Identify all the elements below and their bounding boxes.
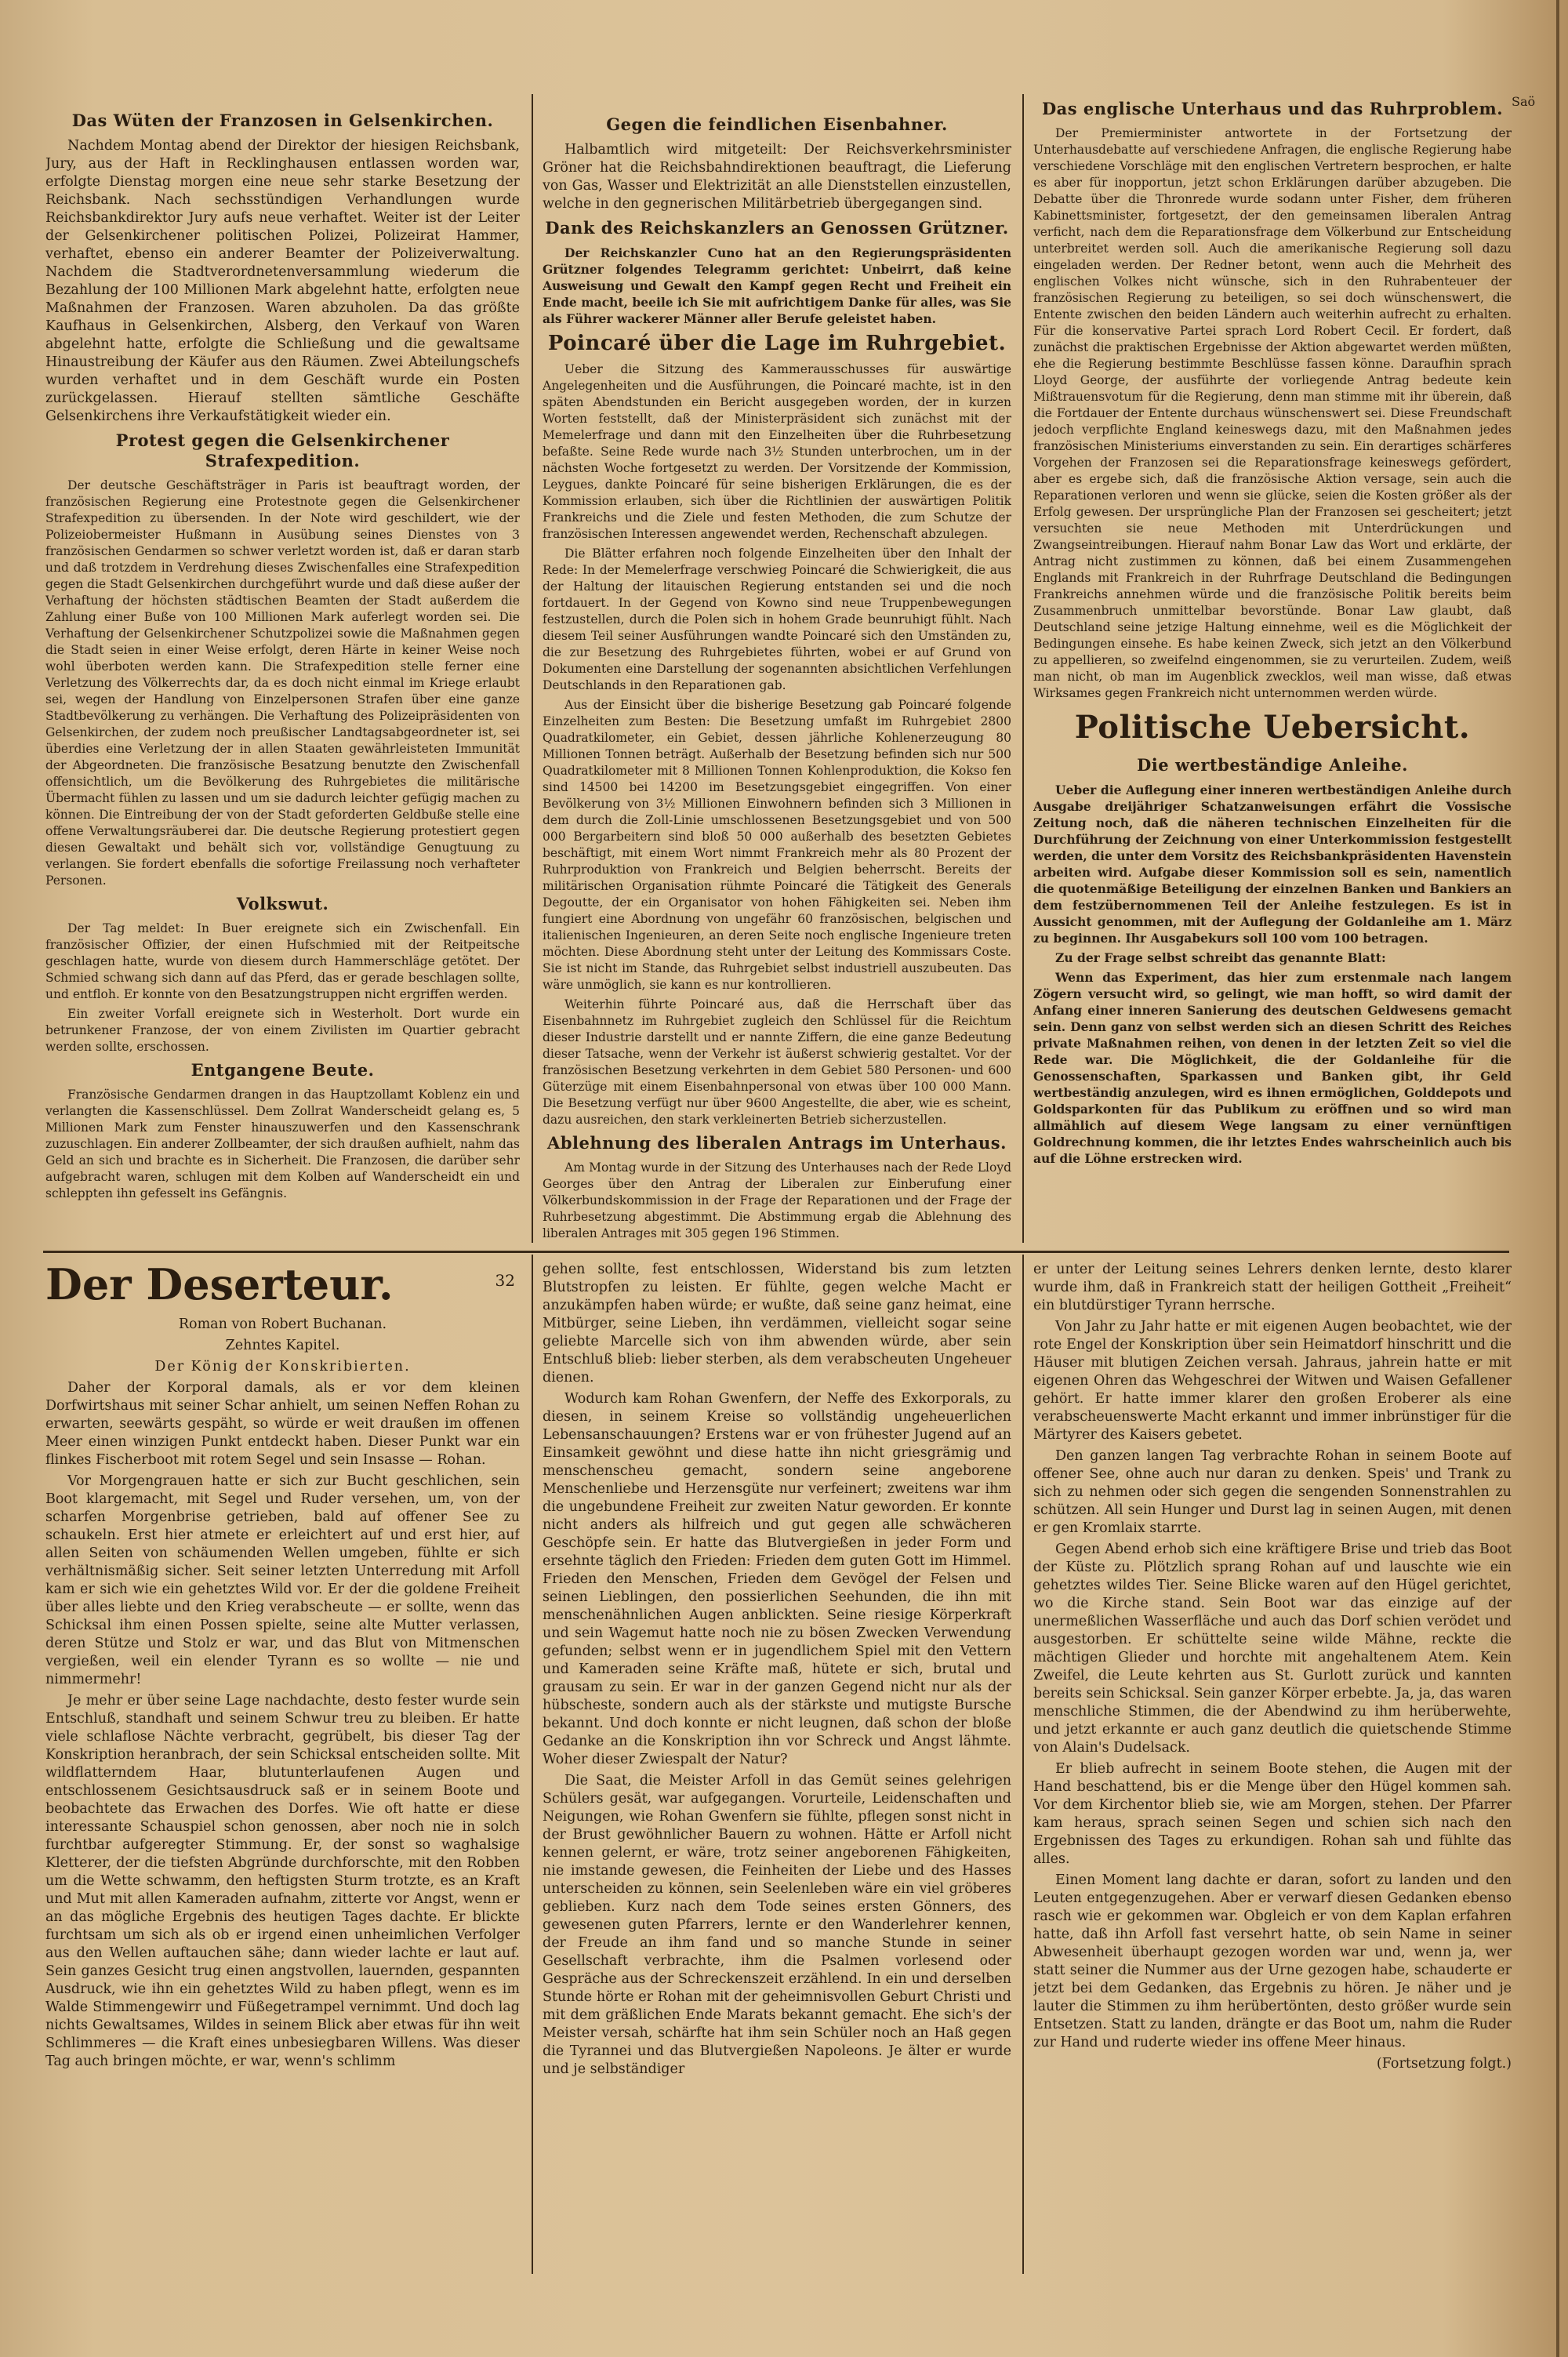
article-text: Der Reichskanzler Cuno hat an den Regierungspräsidenten Grützner folgendes Telegramm gerichtet: Unbeirrt, daß keine Ausweisung und Gewalt den Kampf gegen Recht und Freiheit ein Ende macht, beeile ich Sie mit aufrichtigem Danke für alles, was Sie als Führer wackerer Männer aller Berufe geleistet haben. — [543, 245, 1011, 326]
article-text: Zu der Frage selbst schreibt das genannte Blatt: — [1055, 950, 1386, 965]
serial-title: Der Deserteur. — [45, 1261, 394, 1309]
serial-text: Einen Moment lang dachte er daran, sofort zu landen und den Leuten entgegenzugehen. Aber er verwarf diesen Gedanken ebenso rasch wie er gekommen war. Obgleich er von dem Kaplan erfahren hatte, daß ihn Arfoll fast versehrt hatte, ob sein Name in seiner Abwesenheit überhaupt gezogen worden war und, wenn ja, wer statt seiner die Nummer aus der Urne gezogen habe, schauderte er jetzt bei dem Gedanken, das Ergebnis zu hören. Je näher und je lauter die Stimmen zu ihm herübertönten, desto größer wurde sein Entsetzen. Statt zu landen, drängte er das Boot um, nahm die Ruder zur Hand und ruderte wieder ins offene Meer hinaus. — [1033, 1872, 1512, 2050]
serial-column-3 — [1033, 1261, 1512, 2272]
headline: Das Wüten der Franzosen in Gelsenkirchen. — [71, 111, 494, 130]
article-text: Wenn das Experiment, das hier zum erstenmale nach langem Zögern versucht wird, so gelingt, wie man hofft, so wird damit der Anfang einer inneren Sanierung des deutschen Geldwesens gemacht sein. Denn ganz von selbst werden sich an diesen Schritt des Reiches private Maßnahmen reihen, von denen in der letzten Zeit so viel die Rede war. Die Möglichkeit, die der Goldanleihe für die Genossenschaften, Sparkassen und Banken gibt, ihr Geld wertbeständig anzulegen, wird es ihnen ermöglichen, Golddepots und Goldsparkonten für das Publikum zu eröffnen und so wird man allmählich auf diesem Wege langsam zu einer vernünftigen Goldrechnung kommen, die ihr letztes Endes wahrscheinlich auch bis auf die Löhne erstrecken wird. — [1033, 970, 1512, 1166]
serial-text: Die Saat, die Meister Arfoll in das Gemüt seines gelehrigen Schülers gesät, war aufgegangen. Vorurteile, Leidenschaften und Neigungen, wie Rohan Gwenfern sie fühlte, pflegen sonst nicht in der Brust gewöhnlicher Bauern zu wohnen. Hätte er Arfoll nicht kennen gelernt, er wäre, trotz seiner angeborenen Fähigkeiten, nie imstande gewesen, die Feinheiten der Liebe und des Hasses unterscheiden zu können, sein Seelenleben wäre ein viel gröberes geblieben. Kurz nach dem Tode seines ersten Gönners, des gewesenen guten Pfarrers, lernte er den Wanderlehrer kennen, der Freude an ihm fand und so manche Stunde in seiner Gesellschaft verbrachte, ihm die Psalmen vorlesend oder Gespräche aus der Schreckenszeit erzählend. In ein und derselben Stunde hörte er Rohan mit der geheimnisvollen Geburt Christi und mit dem gräßlichen Ende Marats bekannt gemacht. Ehe sich's der Meister versah, schärfte hat ihm sein Schüler noch an Haß gegen die Tyrannei und das Blutvergießen Napoleons. Je älter er wurde und je selbständiger — [543, 1773, 1011, 2077]
news-column-1 — [45, 106, 520, 1243]
section-title: Politische Uebersicht. — [1074, 709, 1471, 746]
article-text: Die Blätter erfahren noch folgende Einzelheiten über den Inhalt der Rede: In der Memelerfrage verschwieg Poincaré die Schwierigkeit, die aus der Haltung der litauischen Regierung entstanden sei und die noch fortdauert. In der Gegend von Kowno sind neue Truppenbewegungen festzustellen, durch die Polen sich in hohem Grade beunruhigt fühlt. Nach diesem Teil seiner Ausführungen wandte Poincaré sich den Umständen zu, die zur Besetzung des Ruhrgebietes führten, wobei er auf Grund von Dokumenten eine Darstellung der sogenannten absichtlichen Verfehlungen Deutschlands in den Reparationen gab. — [543, 547, 1011, 692]
continuation-note: (Fortsetzung folgt.) — [1376, 2056, 1512, 2072]
article-text: Ueber die Sitzung des Kammerausschusses für auswärtige Angelegenheiten und die Ausführungen, die Poincaré machte, ist in den späten Abendstunden ein Bericht ausgegeben worden, der in kurzen Worten feststellt, daß der Ministerpräsident sich zunächst mit der Memelerfrage und dann mit den Einzelheiten über die Ruhrbesetzung befaßte. Seine Rede wurde nach 3½ Stunden unterbrochen, um in der nächsten Woche fortgesetzt zu werden. Der Vorsitzende der Kommission, Leygues, dankte Poincaré für seine bisherigen Erklärungen, die es der Kommission erlauben, sich über die Richtlinien der auswärtigen Politik Frankreichs und die Ziele und festen Methoden, die zum Schutze der französischen Interessen angewendet werden, Rechenschaft abzulegen. — [543, 362, 1011, 541]
article-text: Ueber die Auflegung einer inneren wertbeständigen Anleihe durch Ausgabe dreijähriger Schatzanweisungen erfährt die Vossische Zeitung noch, daß die näheren technischen Einzelheiten für die Durchführung der Zeichnung von einer Unterkommission festgestellt werden, die unter dem Vorsitz des Reichsbankpräsidenten Havenstein arbeiten wird. Aufgabe dieser Kommission soll es sein, namentlich die quotenmäßige Beteiligung der einzelnen Banken und Bankiers an dem festzübernommenen Teil der Anleihe festzulegen. Es ist in Aussicht genommen, mit der Auflegung der Goldanleihe am 1. März zu beginnen. Ihr Ausgabekurs soll 100 vom 100 betragen. — [1033, 783, 1512, 946]
headline: Poincaré über die Lage im Ruhrgebiet. — [547, 332, 1007, 355]
headline: Ablehnung des liberalen Antrags im Unterhaus. — [547, 1133, 1007, 1153]
feuilleton-rule — [43, 1251, 1509, 1253]
headline: Gegen die feindlichen Eisenbahner. — [606, 114, 948, 134]
headline: Entgangene Beute. — [191, 1060, 375, 1080]
chapter-title: Der König der Konskribierten. — [154, 1359, 411, 1375]
article-text: Ein zweiter Vorfall ereignete sich in Westerholt. Dort wurde ein betrunkener Franzose, der von einem Zivilisten im Quartier gebracht werden sollte, erschossen. — [45, 1007, 520, 1054]
article-text: Der deutsche Geschäftsträger in Paris ist beauftragt worden, der französischen Regierung eine Protestnote gegen die Gelsenkirchener Strafexpedition zu übersenden. In der Note wird geschildert, wie der Polizeiobermeister Hußmann in Ausübung seines Dienstes von 3 französischen Gendarmen so schwer verletzt worden ist, daß er daran starb und daß trotzdem in Verdrehung dieses Zwischenfalles eine Strafexpedition gegen die Stadt Gelsenkirchen durchgeführt wurde und daß diese außer der Verhaftung der höchsten städtischen Beamten der Stadt außerdem die Zahlung einer Buße von 100 Millionen Mark auferlegt worden sei. Die Verhaftung der Gelsenkirchener Schutzpolizei sowie die Maßnahmen gegen die Stadt seien in einer Weise erfolgt, deren Härte in keiner Weise noch wohl überboten werden kann. Die Strafexpedition stelle ferner eine Verletzung des Völkerrechts dar, da es doch nicht einmal im Kriege erlaubt sei, wegen der Handlung von Einzelpersonen Strafen über eine ganze Stadtbevölkerung zu verhängen. Die Verhaftung des Polizeipräsidenten von Gelsenkirchen, der zudem noch preußischer Landtagsabgeordneter ist, sei überdies eine Verletzung der in allen Staaten gewährleisteten Immunität der Abgeordneten. Die französische Besatzung benutzte den Zwischenfall offensichtlich, um die Bevölkerung des Ruhrgebietes die militärische Übermacht fühlen zu lassen und um sie dadurch leichter gefügig machen zu können. Die Eintreibung der von der Stadt geforderten Geldbuße stelle eine offene Verwaltungsräuberei dar. Die deutsche Regierung protestiert gegen diesen Gewaltakt und behält sich vor, vollständige Genugtuung zu verlangen. Sie fordert ebenfalls die sofortige Freilassung noch verhafteter Personen. — [45, 478, 520, 888]
serial-text: Den ganzen langen Tag verbrachte Rohan in seinem Boote auf offener See, ohne auch nur daran zu denken. Speis' und Trank zu sich zu nehmen oder sich gegen die sengenden Sonnenstrahlen zu schützen. All sein Hunger und Durst lag in seinen Augen, mit denen er gen Kromlaix starrte. — [1033, 1448, 1512, 1536]
serial-text: Wodurch kam Rohan Gwenfern, der Neffe des Exkorporals, zu diesen, in seinem Kreise so vollständig ungeheuerlichen Lebensanschauungen? Erstens war er von frühester Jugend auf an Einsamkeit gewöhnt und diese hatte ihn nicht griesgrämig und menschenscheu gemacht, sondern seine angeborene Menschenliebe und Herzensgüte nur verfeinert; zweitens war ihm die ungebundene Freiheit zur zweiten Natur geworden. Er konnte nicht anders als hilfreich und gut gegen alle schwächeren Geschöpfe sein. Er hatte das Blutvergießen in jeder Form und ersehnte täglich den Frieden: Frieden dem guten Gott im Himmel. Frieden den Menschen, Frieden dem Gevögel der Felsen und seinen Lieblingen, den possierlichen Seehunden, die ihn mit menschenähnlichen Augen anblickten. Seine riesige Körperkraft und sein Wagemut hatte noch nie zu bösen Zwecken Verwendung gefunden; selbst wenn er in jugendlichem Spiel mit den Vettern und Kameraden seine Kräfte maß, hütete er sich, brutal und grausam zu sein. Er war in der ganzen Gegend nicht nur als der hübscheste, sondern auch als der stärkste und mutigste Bursche bekannt. Und doch konnte er nicht leugnen, daß schon der bloße Gedanke an die Konskription ihn vor Schreck und Angst lähmte. Woher dieser Zwiespalt der Natur? — [543, 1391, 1011, 1767]
binding-edge — [1556, 0, 1559, 2357]
column-rule — [532, 1255, 533, 2274]
headline: Die wertbeständige Anleihe. — [1137, 755, 1408, 775]
headline: Volkswut. — [236, 894, 329, 913]
news-column-3 — [1033, 94, 1512, 1243]
news-column-2 — [543, 110, 1011, 1243]
serial-text: gehen sollte, fest entschlossen, Widerstand bis zum letzten Blutstropfen zu leisten. Er fühlte, gegen welche Macht er anzukämpfen haben würde; er wußte, daß seine ganz heimat, eine Mitbürger, seine Lieben, ihn verdämmen, vielleicht sogar seine geliebte Marcelle sich von ihm abwenden würde, aber sein Entschluß blieb: lieber sterben, als dem verabscheuten Ungeheuer dienen. — [543, 1262, 1011, 1386]
serial-issue-number: 32 — [495, 1271, 515, 1290]
column-rule — [1022, 1255, 1024, 2274]
serial-column-1 — [45, 1261, 520, 2272]
serial-text: er unter der Leitung seines Lehrers denken lernte, desto klarer wurde ihm, daß in Frankreich statt der heiligen Gottheit „Freiheit“ ein blutdürstiger Tyrann herrsche. — [1033, 1262, 1512, 1313]
serial-text: Von Jahr zu Jahr hatte er mit eigenen Augen beobachtet, wie der rote Engel der Konskription über sein Heimatdorf hinschritt und die Häuser mit blutigen Zeichen versah. Jahraus, jahrein hatte er mit eigenen Ohren das Wehgeschrei der Witwen und Waisen Gefallener gehört. Er hatte immer klarer den großen Eroberer als eine verabscheuenswerte Macht erkannt und immer inbrünstiger für die Märtyrer des Kaisers gebetet. — [1033, 1319, 1512, 1443]
article-text: Weiterhin führte Poincaré aus, daß die Herrschaft über das Eisenbahnnetz im Ruhrgebiet zugleich den Schlüssel für die Reichtum dieser Industrie darstellt und er nannte Ziffern, die eine ganze Bedeutung dieser Tatsache, wenn der Verkehr ist äußerst schwierig gestaltet. Vor der französischen Besetzung verkehrten in dem Gebiet 580 Personen- und 600 Güterzüge mit einem Eisenbahnpersonal von etwas über 100 000 Mann. Die Besetzung verfügt nur über 9600 Angestellte, die aber, wie es scheint, dazu ausreichen, den stark verkleinerten Betrieb sicherzustellen. — [543, 997, 1011, 1127]
serial-text: Er blieb aufrecht in seinem Boote stehen, die Augen mit der Hand beschattend, bis er die Menge über den Hügel kommen sah. Vor dem Kirchentor blieb sie, wie am Morgen, stehen. Der Pfarrer kam heraus, sprach seinen Segen und schien sich nach den Ergebnissen des Tages zu erkundigen. Rohan sah und fühlte das alles. — [1033, 1761, 1512, 1867]
column-rule — [1022, 94, 1024, 1243]
serial-text: Vor Morgengrauen hatte er sich zur Bucht geschlichen, sein Boot klargemacht, mit Segel und Ruder versehen, um, von der scharfen Morgenbrise getrieben, bald auf offener See zu schaukeln. Erst hier atmete er erleichtert auf und erst hier, auf allen Seiten von schäumenden Wellen umgeben, fühlte er sich verhältnismäßig sicher. Seit seiner letzten Unterredung mit Arfoll kam er sich wie ein gehetztes Wild vor. Er der die goldene Freiheit über alles liebte und den Krieg verabscheute — er sollte, wenn das Schicksal ihm einen Possen spielte, seine alte Mutter verlassen, deren Stütze und Stolz er war, und das Blut von Mitmenschen vergießen, weil ein elender Tyrann es so wollte — nie und nimmermehr! — [45, 1473, 520, 1687]
serial-column-2 — [543, 1261, 1011, 2272]
article-text: Französische Gendarmen drangen in das Hauptzollamt Koblenz ein und verlangten die Kassenschlüssel. Dem Zollrat Wanderscheidt gelang es, 5 Millionen Mark zum Fenster hinauszuwerfen und den Kassenschrank zuzuschlagen. Ein anderer Zollbeamter, der sich draußen aufhielt, nahm das Geld an sich und brachte es in Sicherheit. Die Franzosen, die darüber sehr aufgebracht waren, schlugen mit dem Kolben auf Wanderscheidt ein und schleppten ihn gefesselt ins Gefängnis. — [45, 1088, 520, 1200]
margin-note: Saö — [1512, 94, 1536, 109]
chapter-number: Zehntes Kapitel. — [225, 1338, 340, 1353]
headline: Das englische Unterhaus und das Ruhrproblem. — [1041, 99, 1504, 118]
article-text: Aus der Einsicht über die bisherige Besetzung gab Poincaré folgende Einzelheiten zum Besten: Die Besetzung umfaßt im Ruhrgebiet 2800 Quadratkilometer, ein Gebiet, dessen jährliche Kohlenerzeugung 80 Millionen Tonnen beträgt. Außerhalb der Besetzung befinden sich nur 500 Quadratkilometer mit 8 Millionen Tonnen Kohlenproduktion, die Kokso fen sind 14500 bei 14200 im Besetzungsgebiet eingegriffen. Von einer Bevölkerung von 3½ Millionen Einwohnern befinden sich 3 Millionen in dem durch die Zoll-Linie umschlossenen Besetzungsgebiet und von 500 000 Bergarbeitern sind bloß 50 000 außerhalb des besetzten Gebietes beschäftigt, mit einem Wort nimmt Frankreich mehr als 80 Prozent der Ruhrproduktion von Frankreich und Belgien beherrscht. Bereits der militärischen Organisation rühmte Poincaré die Tätigkeit des Generals Degoutte, der ein Organisator von hohen Fähigkeiten sei. Neben ihm fungiert eine Abordnung von ungefähr 60 französischen, belgischen und italienischen Ingenieuren, an deren Seite noch englische Ingenieure treten möchten. Diese Abordnung steht unter der Leitung des Kommissars Coste. Sie ist nicht im Stande, das Ruhrgebiet selbst industriell auszubeuten. Das wäre unmöglich, sie kann es nur kontrollieren. — [543, 698, 1011, 992]
article-text: Der Tag meldet: In Buer ereignete sich ein Zwischenfall. Ein französischer Offizier, der einen Hufschmied mit der Reitpeitsche geschlagen hatte, wurde von diesem durch Hammerschläge getötet. Der Schmied schwang sich dann auf das Pferd, das er gerade beschlagen sollte, und entfloh. Er konnte von den Besatzungstruppen nicht ergriffen werden. — [45, 921, 520, 1001]
article-text: Der Premierminister antwortete in der Fortsetzung der Unterhausdebatte auf verschiedene Anfragen, die englische Regierung habe verschiedene Vorschläge mit den englischen Vertretern besprochen, er halte es aber für inopportun, jetzt schon Erklärungen darüber abzugeben. Die Debatte über die Thronrede wurde sodann unter Fisher, dem früheren Kabinettsminister, fortgesetzt, der den gemeinsamen liberalen Antrag verficht, nach dem die Reparationsfrage dem Völkerbund zur Entscheidung unterbreitet werden soll. Auch die amerikanische Regierung soll dazu eingeladen werden. Der Redner betont, wenn auch die Mehrheit des englischen Volkes nicht wünsche, sich in den Ruhrabenteuer der französischen Regierung zu beteiligen, so sei doch wünschenswert, die Entente zwischen den beiden Ländern auch weiterhin aufrecht zu erhalten. Für die konservative Partei sprach Lord Robert Cecil. Er fordert, daß zunächst die praktischen Ergebnisse der Aktion abgewartet werden müßten, ehe die Regierung bestimmte Beschlüsse fassen könne. Daraufhin sprach Lloyd George, der ausführte der vorliegende Antrag bedeute kein Mißtrauensvotum für die Regierung, denn man stimme mit ihr überein, daß die Fortdauer der Entente durchaus wünschenswert sei. Diese Freundschaft jedoch verpflichte England keineswegs dazu, mit den Maßnahmen jedes französischen Ministeriums einverstanden zu sein. Ein derartiges schärferes Vorgehen der Franzosen sei die Reparationsfrage keineswegs gefördert, aber es ergebe sich, daß die französische Aktion versage, sein auch die Reparationen verloren und wenn sie glücke, seien die Kosten größer als der Erfolg gewesen. Der ursprüngliche Plan der Franzosen sei gescheitert; jetzt versuchten sie neue Methoden mit Unterdrückungen und Zwangseintreibungen. Hierauf nahm Bonar Law das Wort und erklärte, der Antrag nicht zustimmen zu können, daß bei einem Zusammengehen Englands mit Frankreich in der Ruhrfrage Deutschland die Bedingungen Frankreichs annehmen würde und die französische Politik bereits beim Zusammenbruch unmittelbar bevorstünde. Bonar Law glaubt, daß Deutschland seine jetzige Haltung einnehme, weil es die Möglichkeit der Bedingungen einsehe. Es habe keinen Zweck, sich jetzt an den Völkerbund zu appellieren, so zweifelnd eingenommen, sie zu verurteilen. Zudem, weiß man nicht, ob man im Augenblick zwecklos, weil man wisse, daß etwas Wirksames gegen Frankreich nicht unternommen werden würde. — [1033, 126, 1512, 700]
article-text: Nachdem Montag abend der Direktor der hiesigen Reichsbank, Jury, aus der Haft in Recklinghausen entlassen worden war, erfolgte Dienstag morgen eine neue sehr starke Besetzung der Reichsbank. Nach sechsstündigen Verhandlungen wurde Reichsbankdirektor Jury aufs neue verhaftet. Weiter ist der Leiter der Gelsenkirchener politischen Polizei, Polizeirat Hammer, verhaftet, ebenso ein anderer Beamter der Polizeiverwaltung. Nachdem die Stadtverordnetenversammlung wiederum die Bezahlung der 100 Millionen Mark abgelehnt hatte, erfolgten neue Maßnahmen der Franzosen. Waren abzuholen. Da das größte Kaufhaus in Gelsenkirchen, Alsberg, den Verkauf von Waren abgelehnt hatte, erfolgte die Schließung und die gewaltsame Hinaustreibung der Käufer aus den Räumen. Zwei Abteilungschefs wurden verhaftet und in dem Geschäft wurde ein Posten zurückgelassen. Hierauf stellten sämtliche Geschäfte Gelsenkirchens ihre Verkaufstätigkeit wieder ein. — [45, 138, 520, 424]
headline: Protest gegen die Gelsenkirchener Strafexpedition. — [115, 430, 450, 470]
column-rule — [532, 94, 533, 1243]
serial-text: Daher der Korporal damals, als er vor dem kleinen Dorfwirtshaus mit seiner Schar anhielt, um seinen Neffen Rohan zu erwarten, seewärts gespäht, so würde er weit draußen im offenen Meer einen winzigen Punkt entdeckt haben. Dieser Punkt war ein flinkes Fischerboot mit rotem Segel und sein Insasse — Rohan. — [45, 1380, 520, 1468]
serial-byline: Roman von Robert Buchanan. — [178, 1317, 387, 1332]
article-text: Halbamtlich wird mitgeteilt: Der Reichsverkehrsminister Gröner hat die Reichsbahndirektionen beauftragt, die Lieferung von Gas, Wasser und Elektrizität an alle Dienststellen einzustellen, welche in den gegnerischen Militärbetrieb übergegangen sind. — [543, 142, 1011, 212]
serial-header — [45, 1261, 520, 1316]
article-text: Am Montag wurde in der Sitzung des Unterhauses nach der Rede Lloyd Georges über den Antrag der Liberalen zur Einberufung einer Völkerbundskommission in der Frage der Reparationen und der Frage der Ruhrbesetzung abgestimmt. Die Abstimmung ergab die Ablehnung des liberalen Antrages mit 305 gegen 196 Stimmen. — [543, 1160, 1011, 1240]
serial-text: Gegen Abend erhob sich eine kräftigere Brise und trieb das Boot der Küste zu. Plötzlich sprang Rohan auf und lauschte wie ein gehetztes wildes Tier. Seine Blicke waren auf den Hügel gerichtet, wo die Kirche stand. Sein Boot war das einzige auf der unermeßlichen Wasserfläche und auch das Dorf schien verödet und ausgestorben. Er schüttelte seine wilde Mähne, reckte die mächtigen Glieder und horchte mit angehaltenem Atem. Kein Zweifel, die Leute kehrten aus St. Gurlott zurück und kannten bereits sein Schicksal. Sein ganzer Körper erbebte. Ja, ja, das waren menschliche Stimmen, die der Abendwind zu ihm herüberwehte, und jetzt erkannte er auch ganz deutlich die quietschende Stimme von Alain's Dudelsack. — [1033, 1542, 1512, 1756]
serial-text: Je mehr er über seine Lage nachdachte, desto fester wurde sein Entschluß, standhaft und seinem Schwur treu zu bleiben. Er hatte viele schlaflose Nächte verbracht, gegrübelt, bis dieser Tag der Konskription heranbrach, der sein Schicksal entscheiden sollte. Mit wildflatterndem Haar, blutunterlaufenen Augen und entschlossenem Gesichtsausdruck saß er in seinem Boote und beobachtete das Erwachen des Dorfes. Wie oft hatte er diese interessante Schauspiel schon genossen, aber noch nie in solch furchtbar aufgeregter Stimmung. Er, der sonst so waghalsige Kletterer, der die tiefsten Abgründe durchforschte, mit den Robben um die Wette schwamm, den heftigsten Sturm trotzte, es an Kraft und Mut mit allen Kameraden aufnahm, zitterte vor Angst, wenn er an das mögliche Ergebnis des heutigen Tages dachte. Er blickte furchtsam um sich als ob er irgend einen unheimlichen Verfolger aus den Wellen auftauchen sähe; dann wieder lachte er laut auf. Sein ganzes Gesicht trug einen angstvollen, lauernden, gespannten Ausdruck, wie ihn ein gehetztes Wild zu haben pflegt, wenn es im Walde Stimmengewirr und Füßegetrampel vernimmt. Und doch lag nichts Gewaltsames, Wildes in seinem Blick aber etwas für ihn weit Schlimmeres — die Kraft eines unbesiegbaren Willens. Was dieser Tag auch bringen möchte, er war, wenn's schlimm — [45, 1693, 520, 2069]
headline: Dank des Reichskanzlers an Genossen Grützner. — [545, 218, 1009, 238]
